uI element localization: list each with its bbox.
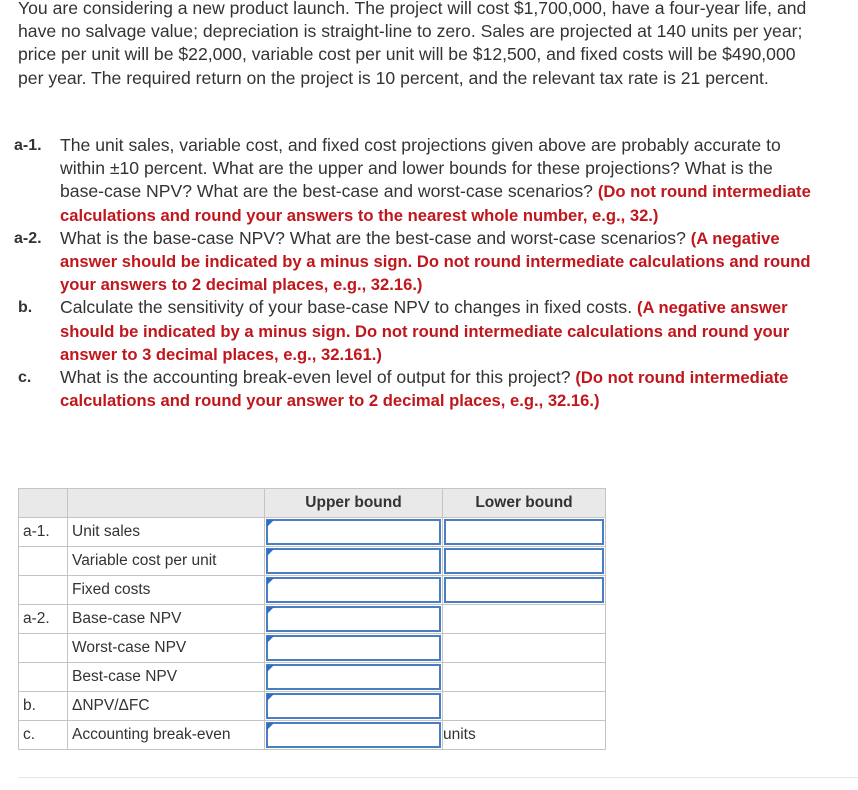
table-header-row	[19, 489, 606, 518]
input-flag-icon	[267, 665, 274, 672]
empty-cell	[443, 634, 606, 663]
table-row	[19, 518, 606, 547]
table-row	[19, 547, 606, 576]
best-case-npv-input[interactable]	[266, 664, 441, 690]
question-instruction: (A negative answer should be indicated by a minus sign. Do not round intermediate calculations and round your answer to 3 decimal places, e.g., 32.161.)	[60, 298, 790, 364]
break-even-input[interactable]	[266, 722, 441, 748]
row-item-label: Variable cost per unit	[68, 547, 265, 576]
row-item-label: Base-case NPV	[68, 605, 265, 634]
table-row	[19, 663, 606, 692]
variable-cost-upper-input[interactable]	[266, 548, 441, 574]
question-c	[18, 366, 818, 412]
input-flag-icon	[267, 636, 274, 643]
row-item-label: Worst-case NPV	[68, 634, 265, 663]
row-item-label: Unit sales	[68, 518, 265, 547]
header-blank	[68, 489, 265, 518]
empty-cell	[443, 692, 606, 721]
empty-cell	[443, 663, 606, 692]
answer-table	[18, 488, 606, 750]
question-b	[18, 296, 818, 366]
input-flag-icon	[267, 578, 274, 585]
table-row	[19, 721, 606, 750]
question-text: What is the base-case NPV? What are the best-case and worst-case scenarios?	[60, 227, 691, 248]
empty-cell	[443, 605, 606, 634]
question-label: b.	[18, 299, 33, 317]
question-instruction: (Do not round intermediate calculations and round your answer to 2 decimal places, e.g., 32.16.)	[60, 368, 789, 411]
header-blank	[19, 489, 68, 518]
input-flag-icon	[267, 549, 274, 556]
question-label: a-2.	[14, 229, 42, 247]
question-instruction: (Do not round intermediate calculations and round your answers to the nearest whole number, e.g., 32.)	[60, 182, 811, 225]
row-part-label	[19, 576, 68, 605]
row-part-label	[19, 547, 68, 576]
worst-case-npv-input[interactable]	[266, 635, 441, 661]
question-list	[14, 134, 818, 412]
problem-statement: You are considering a new product launch. The project will cost $1,700,000, have a four-year life, and have no salvage value; depreciation is straight-line to zero. Sales are projected at 140 units per year; price per unit will be $22,000, variable cost per unit will be $12,500, and fixed costs will be $490,000 per year. The required return on the project is 10 percent, and the relevant tax rate is 21 percent.	[18, 0, 807, 88]
divider	[18, 777, 858, 778]
question-text: The unit sales, variable cost, and fixed cost projections given above are probably accurate to within ±10 percent. What are the upper and lower bounds for these projections? What is the base-case NPV? What are the best-case and worst-case scenarios?	[60, 135, 781, 202]
question-label: c.	[18, 369, 32, 387]
fixed-costs-upper-input[interactable]	[266, 577, 441, 603]
table-row	[19, 605, 606, 634]
row-item-label: Best-case NPV	[68, 663, 265, 692]
input-flag-icon	[267, 607, 274, 614]
row-item-label: ΔNPV/ΔFC	[68, 692, 265, 721]
row-item-label: Accounting break-even	[68, 721, 265, 750]
input-flag-icon	[267, 723, 274, 730]
table-row	[19, 576, 606, 605]
row-part-label: a-1.	[19, 518, 68, 547]
variable-cost-lower-input[interactable]	[444, 548, 604, 574]
row-part-label: a-2.	[19, 605, 68, 634]
input-flag-icon	[267, 694, 274, 701]
fixed-costs-lower-input[interactable]	[444, 577, 604, 603]
row-part-label: b.	[19, 692, 68, 721]
row-item-label: Fixed costs	[68, 576, 265, 605]
input-flag-icon	[267, 520, 274, 527]
question-text: Calculate the sensitivity of your base-case NPV to changes in fixed costs.	[60, 297, 637, 318]
header-upper-bound: Upper bound	[265, 489, 443, 518]
units-label: units	[443, 721, 606, 750]
row-part-label	[19, 634, 68, 663]
unit-sales-upper-input[interactable]	[266, 519, 441, 545]
question-a1	[14, 134, 818, 227]
table-row	[19, 634, 606, 663]
question-text: What is the accounting break-even level of output for this project?	[60, 367, 576, 388]
unit-sales-lower-input[interactable]	[444, 519, 604, 545]
question-label: a-1.	[14, 137, 42, 154]
header-lower-bound: Lower bound	[443, 489, 606, 518]
base-case-npv-input[interactable]	[266, 606, 441, 632]
table-row	[19, 692, 606, 721]
sensitivity-input[interactable]	[266, 693, 441, 719]
row-part-label	[19, 663, 68, 692]
question-a2	[14, 227, 818, 297]
question-instruction: (A negative answer should be indicated by a minus sign. Do not round intermediate calculations and round your answers to 2 decimal places, e.g., 32.16.)	[60, 228, 811, 295]
row-part-label: c.	[19, 721, 68, 750]
